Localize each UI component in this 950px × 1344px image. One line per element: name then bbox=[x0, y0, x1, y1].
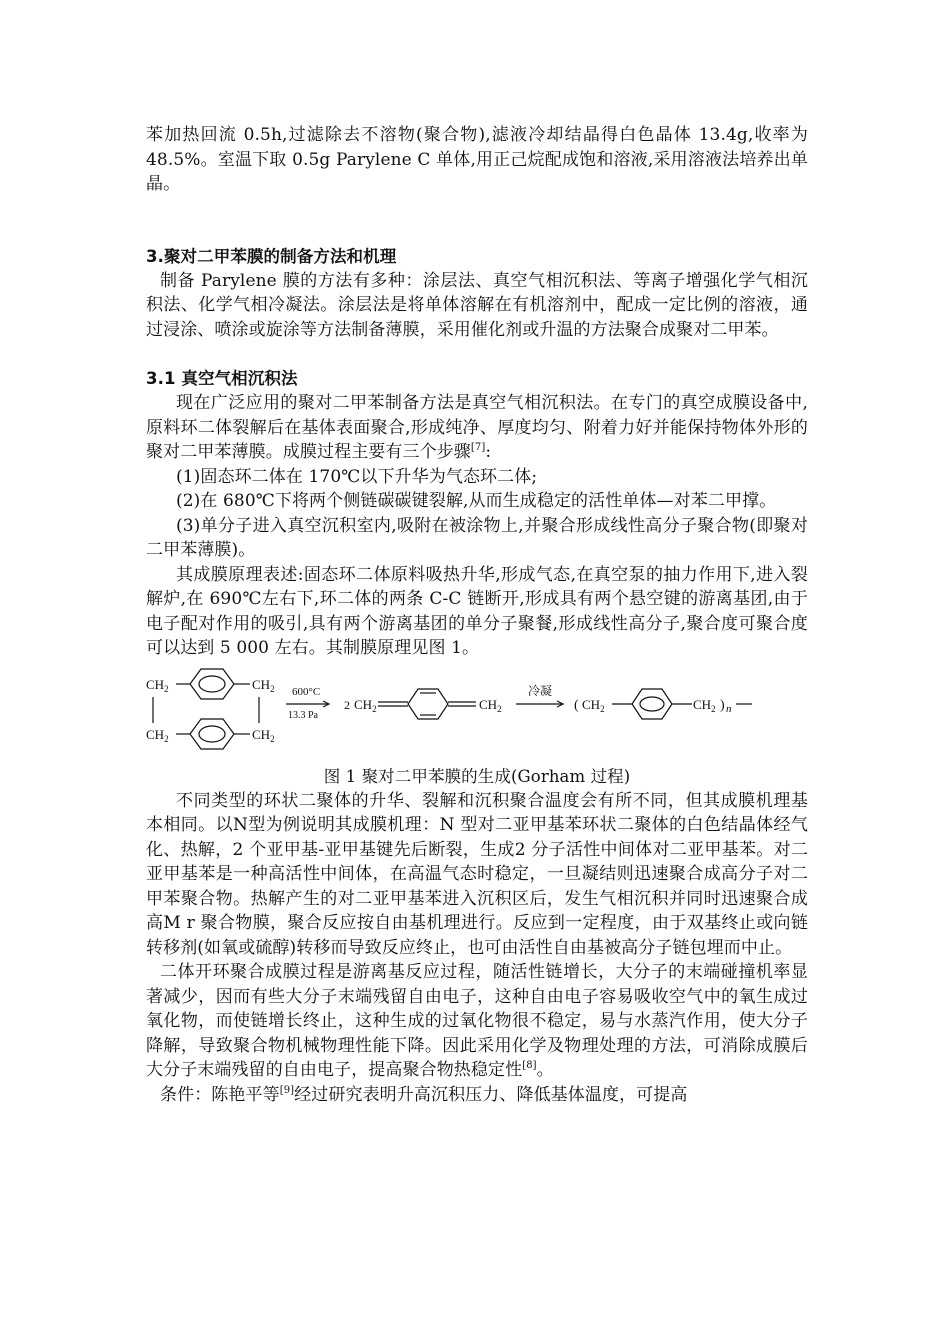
mechanism-paragraph-1: 不同类型的环状二聚体的升华、裂解和沉积聚合温度会有所不同，但其成膜机理基本相同。以N型为例说明其成膜机理：N 型对二亚甲基苯环状二聚体的白色结晶体经气化、热解，2 个亚甲基-亚甲基键先后断裂，生成2 分子活性中间体对二亚甲基苯。对二亚甲基苯是一种高活性中间体，在高温气态时稳定，一旦凝结则迅速聚合成高分子对二甲苯聚合物。热解产生的对二亚甲基苯进入沉积区后，发生气相沉积并同时迅速聚合成高M r 聚合物膜，聚合反应按自由基机理进行。反应到一定程度，由于双基终止或向链转移剂(如氧或硫醇)转移而导致反应终止，也可由活性自由基被高分子链包埋而中止。 bbox=[146, 790, 808, 958]
coefficient-label: 2 bbox=[344, 697, 350, 712]
principle-paragraph: 其成膜原理表述:固态环二体原料吸热升华,形成气态,在真空泵的抽力作用下,进入裂解炉,在 690℃左右下,环二体的两条 C-C 链断开,形成具有两个悬空键的游离基团,由于电子配对作用的吸引,具有两个游离基团的单分子聚餐,形成线性高分子,聚合度可聚合度可以达到 5 000 左右。其制膜原理见图 1。 bbox=[146, 564, 808, 658]
step-2: (2)在 680℃下将两个侧链碳碳键裂解,从而生成稳定的活性单体—对苯二甲撑。 bbox=[176, 491, 777, 511]
section-3-heading: 3.聚对二甲苯膜的制备方法和机理 bbox=[146, 246, 397, 266]
ch2-label: $CH_2$ bbox=[582, 696, 605, 714]
section-3-paragraph: 制备 Parylene 膜的方法有多种：涂层法、真空气相沉积法、等离子增强化学气相沉积法、化学气相冷凝法。涂层法是将单体溶解在有机溶剂中，配成一定比例的溶液，通过浸涂、喷涂或旋涂等方法制备薄膜，采用催化剂或升温的方法聚合成聚对二甲苯。 bbox=[146, 270, 808, 340]
paragraph-text: 二体开环聚合成膜过程是游离基反应过程，随活性链增长，大分子的末端碰撞机率显著减少，因而有些大分子末端残留自由电子，这种自由电子容易吸收空气中的氧生成过氧化物，而使链增长终止，这种生成的过氧化物很不稳定，易与水蒸汽作用，使大分子降解，导致聚合物机械物理性能下降。因此采用化学及物理处理的方法，可消除成膜后大分子末端残留的自由电子，提高聚合物热稳定性 bbox=[146, 962, 808, 1080]
ch2-label: $CH_2$ bbox=[354, 696, 377, 714]
step-1: (1)固态环二体在 170℃以下升华为气态环二体; bbox=[176, 466, 538, 487]
section-3-1-heading: 3.1 真空气相沉积法 bbox=[146, 369, 298, 388]
section-3-1-paragraph bbox=[146, 391, 808, 465]
citation-9: [9] bbox=[279, 1084, 295, 1096]
paragraph-text: 经过研究表明升高沉积压力、降低基体温度，可提高 bbox=[294, 1084, 688, 1105]
ch2-label: $CH_2$ bbox=[252, 676, 275, 694]
condense-label: 冷凝 bbox=[528, 683, 553, 698]
intro-paragraph: 苯加热回流 0.5h,过滤除去不溶物(聚合物),滤液冷却结晶得白色晶体 13.4g,收率为 48.5%。室温下取 0.5g Parylene C 单体,用正己烷配成饱和溶液,采用溶液法培养出单晶。 bbox=[146, 125, 808, 194]
close-paren: ) bbox=[720, 697, 725, 713]
ch2-label: $CH_2$ bbox=[252, 726, 275, 744]
figure-1-caption: 图 1 聚对二甲苯膜的生成(Gorham 过程) bbox=[323, 766, 631, 786]
conditions-paragraph bbox=[146, 1083, 808, 1108]
pressure-label: 13.3 Pa bbox=[288, 709, 318, 721]
mechanism-paragraph-2 bbox=[146, 960, 808, 1083]
document-page bbox=[146, 123, 808, 1107]
spacer bbox=[146, 197, 808, 245]
paragraph-text: 现在广泛应用的聚对二甲苯制备方法是真空气相沉积法。在专门的真空成膜设备中,原料环二体裂解后在基体表面聚合,形成纯净、厚度均匀、附着力好并能保持物体外形的聚对二甲苯薄膜。成膜过程主要有三个步骤 bbox=[146, 393, 808, 462]
citation-7: [7] bbox=[470, 442, 486, 453]
figure-1-diagram bbox=[146, 667, 808, 765]
repeat-n: n bbox=[726, 702, 732, 715]
ch2-label: $CH_2$ bbox=[693, 696, 716, 714]
paragraph-text: 条件：陈艳平等 bbox=[160, 1084, 280, 1105]
ch2-label: $CH_2$ bbox=[146, 676, 169, 694]
reaction-scheme bbox=[146, 667, 808, 765]
paragraph-text: : bbox=[485, 442, 492, 462]
citation-8: [8] bbox=[522, 1060, 537, 1071]
open-paren: ( bbox=[574, 697, 579, 713]
paragraph-text: 。 bbox=[536, 1060, 554, 1080]
step-3: (3)单分子进入真空沉积室内,吸附在被涂物上,并聚合形成线性高分子聚合物(即聚对二甲苯薄膜)。 bbox=[146, 515, 808, 560]
ch2-label: $CH_2$ bbox=[479, 696, 502, 714]
spacer bbox=[146, 342, 808, 367]
ch2-label: $CH_2$ bbox=[146, 726, 169, 744]
temperature-label: 600°C bbox=[292, 685, 321, 698]
